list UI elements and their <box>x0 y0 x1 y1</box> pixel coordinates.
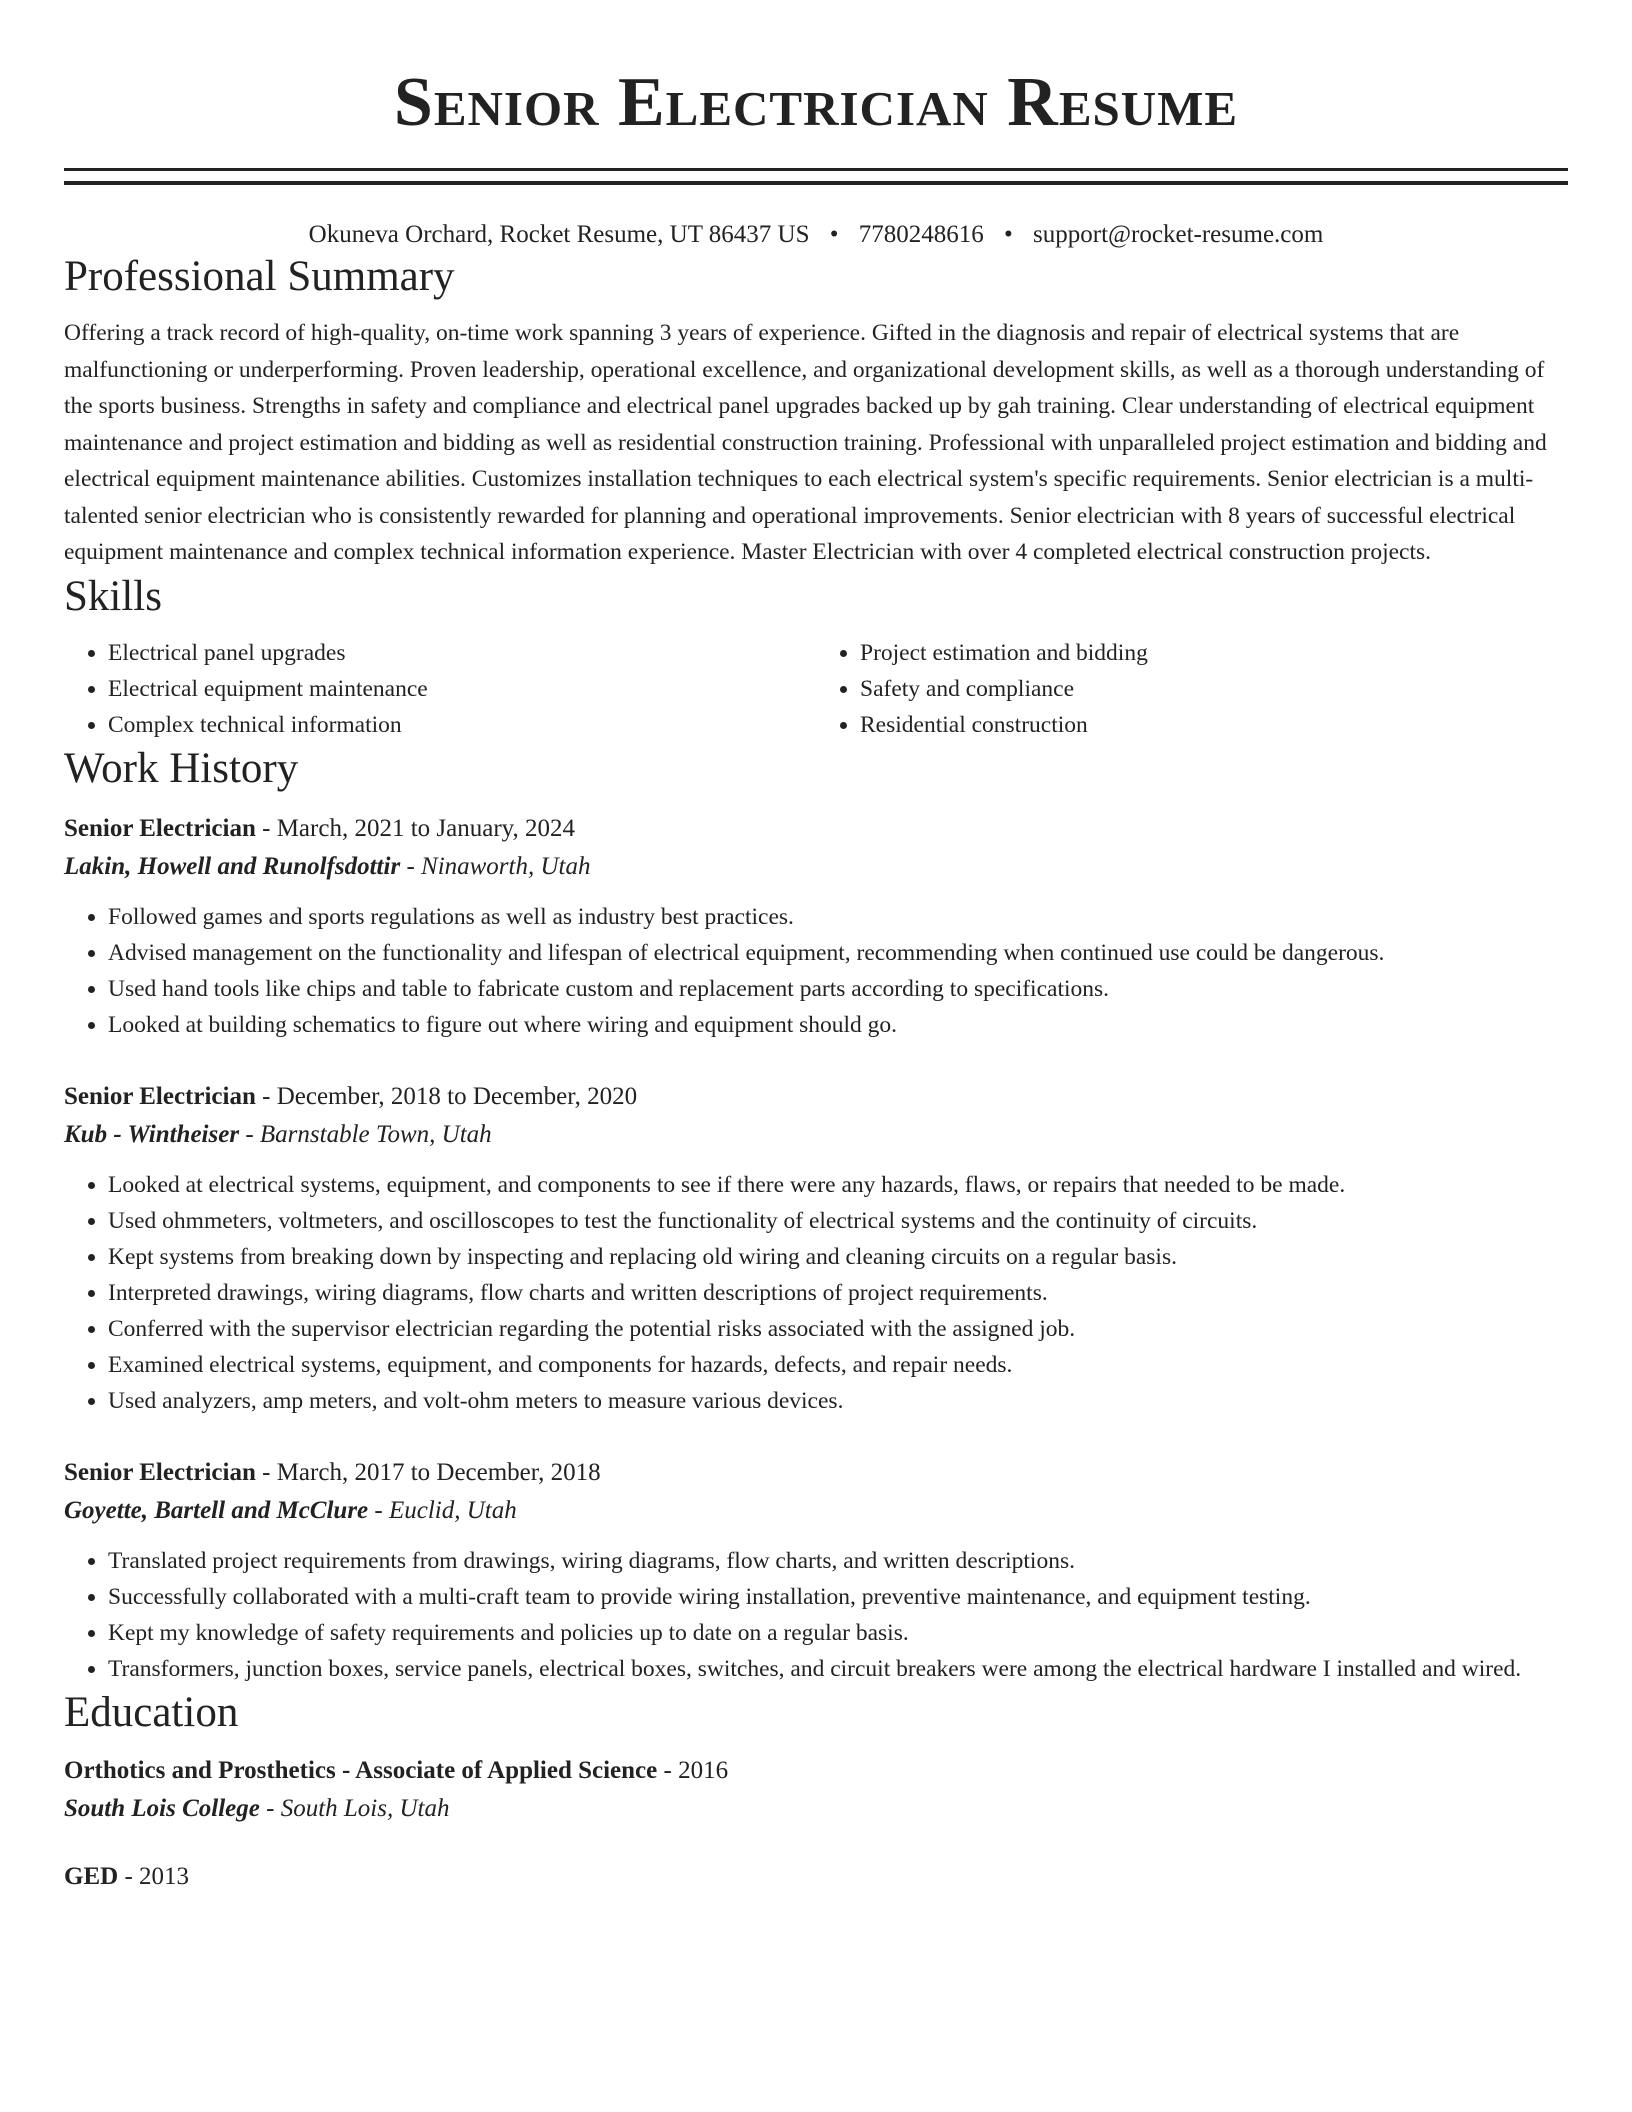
job-bullet: • Interpreted drawings, wiring diagrams, flow charts and written descriptions of project requirements. <box>108 1275 1568 1311</box>
job-title-line: Senior Electrician - December, 2018 to December, 2020 <box>64 1082 638 1110</box>
employer-name: Lakin, Howell and Runolfsdottir <box>64 852 401 880</box>
degree-name: GED <box>64 1862 119 1890</box>
job-bullet: • Used hand tools like chips and table to fabricate custom and replacement parts according to specifications. <box>108 971 1568 1007</box>
skills-grid <box>64 635 1568 743</box>
resume-title: Senior Electrician Resume <box>393 64 1239 141</box>
work-history-heading: Work History <box>64 744 299 792</box>
contact-separator: • <box>829 221 839 248</box>
contact-line <box>64 219 1568 251</box>
contact-address: Okuneva Orchard, Rocket Resume, UT 86437 US <box>308 221 810 248</box>
employer-line: Goyette, Bartell and McClure - Euclid, Utah <box>64 1496 517 1524</box>
job-bullets <box>64 899 1568 1043</box>
skills-column-right <box>816 635 1568 743</box>
school-name: South Lois College <box>64 1794 260 1822</box>
school-location: South Lois, Utah <box>280 1794 450 1822</box>
skill-item: • Complex technical information <box>108 707 816 743</box>
employer-line: Kub - Wintheiser - Barnstable Town, Utah <box>64 1120 492 1148</box>
employer-location: Ninaworth, Utah <box>421 852 591 880</box>
job-title: Senior Electrician <box>64 1458 256 1486</box>
job-title-line: Senior Electrician - March, 2017 to December, 2018 <box>64 1458 601 1486</box>
job-bullet: • Examined electrical systems, equipment, and components for hazards, defects, and repair needs. <box>108 1347 1568 1383</box>
job-bullets <box>64 1167 1568 1419</box>
employer-location: Euclid, Utah <box>388 1496 517 1524</box>
skill-item: • Residential construction <box>860 707 1568 743</box>
job-bullet: • Successfully collaborated with a multi-craft team to provide wiring installation, preventive maintenance, and equipment testing. <box>108 1579 1568 1615</box>
job-title-line: Senior Electrician - March, 2021 to January, 2024 <box>64 814 576 842</box>
skill-item: • Project estimation and bidding <box>860 635 1568 671</box>
employer-location: Barnstable Town, Utah <box>259 1120 492 1148</box>
degree-year: 2016 <box>678 1756 729 1784</box>
skills-heading: Skills <box>64 572 162 620</box>
job-bullet: • Kept my knowledge of safety requirements and policies up to date on a regular basis. <box>108 1615 1568 1651</box>
contact-email: support@rocket-resume.com <box>1033 221 1324 248</box>
degree-name: Orthotics and Prosthetics - Associate of Applied Science <box>64 1756 658 1784</box>
job-bullet: • Transformers, junction boxes, service panels, electrical boxes, switches, and circuit breakers were among the electrical hardware I installed and wired. <box>108 1651 1568 1687</box>
title-divider <box>64 168 1568 185</box>
job-entry <box>64 1079 1568 1419</box>
employer-line: Lakin, Howell and Runolfsdottir - Ninaworth, Utah <box>64 852 591 880</box>
job-bullet: • Followed games and sports regulations as well as industry best practices. <box>108 899 1568 935</box>
job-entry <box>64 1455 1568 1687</box>
education-entry <box>64 1859 1568 1895</box>
job-bullet: • Conferred with the supervisor electrician regarding the potential risks associated with the assigned job. <box>108 1311 1568 1347</box>
job-bullet: • Kept systems from breaking down by inspecting and replacing old wiring and cleaning circuits on a regular basis. <box>108 1239 1568 1275</box>
degree-line: Orthotics and Prosthetics - Associate of Applied Science - 2016 <box>64 1756 729 1784</box>
employer-name: Kub - Wintheiser <box>64 1120 240 1148</box>
skills-column-left <box>64 635 816 743</box>
job-bullet: • Used analyzers, amp meters, and volt-ohm meters to measure various devices. <box>108 1383 1568 1419</box>
job-bullets <box>64 1543 1568 1687</box>
skill-item: • Safety and compliance <box>860 671 1568 707</box>
job-bullet: • Translated project requirements from drawings, wiring diagrams, flow charts, and written descriptions. <box>108 1543 1568 1579</box>
degree-line: GED - 2013 <box>64 1862 190 1890</box>
summary-heading: Professional Summary <box>64 253 455 300</box>
job-bullet: • Advised management on the functionality and lifespan of electrical equipment, recommending when continued use could be dangerous. <box>108 935 1568 971</box>
education-entry <box>64 1753 1568 1829</box>
job-title: Senior Electrician <box>64 814 256 842</box>
job-dates: March, 2017 to December, 2018 <box>276 1458 601 1486</box>
job-entry <box>64 811 1568 1043</box>
contact-phone: 7780248616 <box>858 221 984 248</box>
employer-name: Goyette, Bartell and McClure <box>64 1496 369 1524</box>
education-heading: Education <box>64 1688 239 1736</box>
skill-item: • Electrical panel upgrades <box>108 635 816 671</box>
skill-item: • Electrical equipment maintenance <box>108 671 816 707</box>
job-dates: March, 2021 to January, 2024 <box>276 814 576 842</box>
job-bullet: • Looked at electrical systems, equipment, and components to see if there were any hazards, flaws, or repairs that needed to be made. <box>108 1167 1568 1203</box>
job-bullet: • Looked at building schematics to figure out where wiring and equipment should go. <box>108 1007 1568 1043</box>
job-bullet: • Used ohmmeters, voltmeters, and oscilloscopes to test the functionality of electrical systems and the continuity of circuits. <box>108 1203 1568 1239</box>
job-title: Senior Electrician <box>64 1082 256 1110</box>
degree-year: 2013 <box>139 1862 190 1890</box>
summary-text: Offering a track record of high-quality, on-time work spanning 3 years of experience. Gifted in the diagnosis and repair of electrical systems that are malfunctioning or underperforming. Proven leadership, operational excellence, and organizational development skills, as well as a thorough understanding of the sports business. Strengths in safety and compliance and electrical panel upgrades backed up by gah training. Clear understanding of electrical equipment maintenance and project estimation and bidding as well as residential construction training. Professional with unparalleled project estimation and bidding and electrical equipment maintenance abilities. Customizes installation techniques to each electrical system's specific requirements. Senior electrician is a multi-talented senior electrician who is consistently rewarded for planning and operational improvements. Senior electrician with 8 years of successful electrical equipment maintenance and complex technical information experience. Master Electrician with over 4 completed electrical construction projects. <box>64 320 1547 565</box>
contact-separator: • <box>1004 221 1013 248</box>
job-dates: December, 2018 to December, 2020 <box>276 1082 638 1110</box>
school-line: South Lois College - South Lois, Utah <box>64 1794 450 1822</box>
